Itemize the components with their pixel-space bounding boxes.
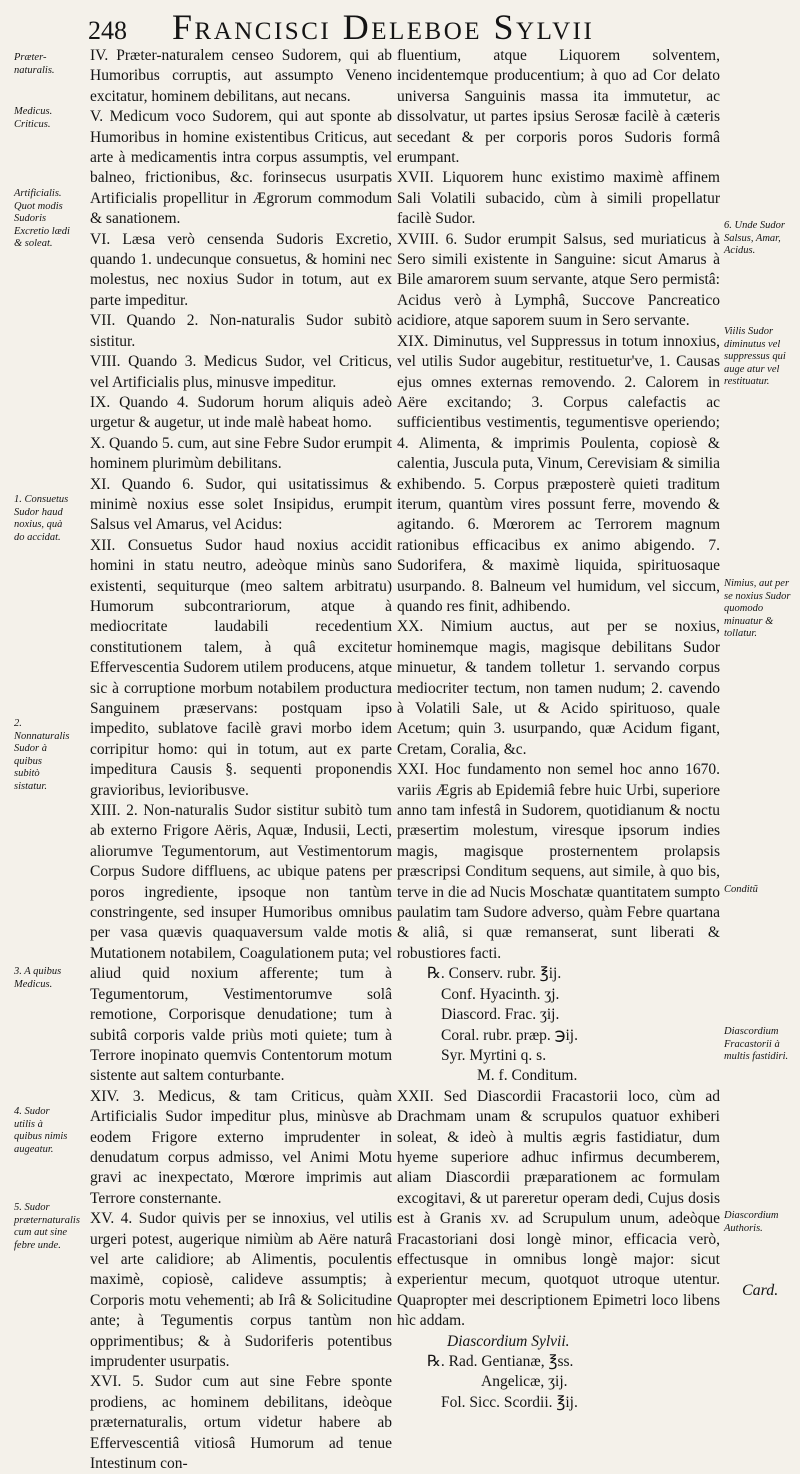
text-column-left [90,46,392,1473]
margin-note-left: 2. Nonnaturalis Sudor à quibus subitò sistatur. [14,718,70,792]
paragraph: XVI. 5. Sudor cum aut sine Febre sponte prodiens, ac hominem debilitans, ideòque præternaturalis, ortum videtur habere ab Effervescentiâ vitiosâ Humorum ad tenue Intestinum con- [90,1373,392,1473]
catchword: Card. [742,1282,779,1299]
paragraph: XVII. Liquorem hunc existimo maximè affinem Sali Volatili subacido, cùm à simili propellatur facilè Sudor. [397,169,720,228]
margin-note-left: Præter-naturalis. [14,52,55,76]
paragraph: XX. Nimium auctus, aut per se noxius, hominemque magis, magisque debilitans Sudor minuetur, & tandem tolletur 1. servando corpus mediocriter tectum, non tamen nudum; 2. cavendo à Volatili Sale, ut & Acido spirituoso, quale Acetum; quin 3. usurpando, quæ Acidum figant, Cretam, Coralia, &c. [397,618,720,758]
page-number: 248 [88,16,127,45]
paragraph: XIV. 3. Medicus, & tam Criticus, quàm Artificialis Sudor impeditur plus, minùsve ab eodem Frigore externo imprudenter in denudatum corpus admisso, vel Animi Motu gravi ac inexpectato, Mœrore imprimis aut Terrore consternante. [90,1087,392,1207]
margin-note-left: Medicus. Criticus. [14,106,53,130]
margin-note-right: Viilis Sudor diminutus vel suppressus qui auge atur vel restituatur. [724,326,786,387]
margin-note-right: Diascordium Fracastorii à multis fastidiri. [724,1026,789,1062]
margin-note-left: Artificialis. Quot modis Sudoris Excretio lædi & soleat. [14,188,70,249]
recipe-line: ℞. Conserv. rubr. ℥ij. [427,965,562,983]
margin-note-left: 5. Sudor præternaturalis cum aut sine febre unde. [14,1202,80,1251]
margin-note-left: 1. Consuetus Sudor haud noxius, quà do accidat. [14,494,69,543]
margin-note-left: 4. Sudor utilis à quibus nimis augeatur. [14,1106,68,1155]
recipe-title: Diascordium Sylvii. [447,1332,570,1350]
margin-note-right: Conditũ [724,884,758,895]
recipe-line: Angelicæ, ʒij. [481,1373,568,1391]
paragraph: XIII. 2. Non-naturalis Sudor sistitur subitò tum ab externo Frigore Aëris, Aquæ, Indusii, Lecti, aliorumve Tegumentorum, aut Vestimentorum Corpus Sudore diffluens, ac ubique patens per poros ingrediente, ipsoque non tantùm constringente, sed insuper Humoribus omnibus per vasa quævis quaquaversum valde motis Mutationem notabilem, Coagulationem puta; vel aliud quid noxium afferente; tum à Tegumentorum, Vestimentorumve solâ remotione, Corporisque denudatione; tum à subitâ corporis valde priùs moti quiete; tum à Terrore inopinato quemvis Contentorum motum sistente aut saltem conturbante. [90,802,392,1085]
paragraph: fluentium, atque Liquorem solventem, incidentemque producentium; à quo ad Cor delato universa Sanguinis massa ita immutetur, ac dissolvatur, ut partes ipsius Serosæ facilè à cæteris secedant & per corporis poros Sudoris formâ erumpant. [397,47,720,167]
margin-note-right: 6. Unde Sudor Salsus, Amar, Acidus. [724,220,785,256]
paragraph: XXI. Hoc fundamento non semel hoc anno 1670. variis Ægris ab Epidemiâ febre huic Urbi, superiore anno tam infestâ in Sudorem, quotidianum & noctu præsertim molestum, viresque ipsorum indies magis, magisque prosternentem prolapsis præscripsi Conditum sequens, aut simile, à quo bis, terve in die ad Nucis Moschatæ quantitatem sumpto paulatim tam Sudore adverso, quàm Febre quartana & aliâ, si quæ remanserat, sunt liberati & robustiores facti. [397,761,720,962]
paragraph: XV. 4. Sudor quivis per se innoxius, vel utilis urgeri potest, augerique nimiùm ab Aëre naturâ vel arte calidiore; ab Alimentis, poculentis maximè, copiosè, calideve assumptis; à Corporis motu vehementi; ab Irâ & Solicitudine ante; à Tegumentis corpus tantùm non opprimentibus; & à Sudoriferis potentibus imprudenter usurpatis. [90,1210,392,1370]
paragraph: VIII. Quando 3. Medicus Sudor, vel Criticus, vel Artificialis plus, minusve impeditur. [90,353,392,391]
recipe-line: M. f. Conditum. [477,1067,578,1085]
margin-note-right: Nimius, aut per se noxius Sudor quomodo minuatur & tollatur. [724,578,791,639]
page-header [0,4,800,47]
recipe-line: Syr. Myrtini q. s. [441,1046,547,1064]
paragraph: XXII. Sed Diascordii Fracastorii loco, cùm ad Drachmam unam & scrupulos quatuor exhiberi soleat, & ideò à multis ægris fastidiatur, dum hyeme superiore adhuc infirmus decumberem, aliam Diascordii præparationem ac formulam excogitavi, & ut pareretur operam dedi, Cujus dosis est à Granis xv. ad Scrupulum unum, adeòque Fracastoriani dosi longè minor, efficacia verò, effectusque in omnibus longè major: sicut experientur mecum, quotquot utroque utentur. Quapropter mei descriptionem Epimetri loco libens hìc addam. [397,1087,720,1330]
recipe-line: ℞. Rad. Gentianæ, ℥ss. [427,1353,574,1370]
paragraph: XII. Consuetus Sudor haud noxius accidit homini in statu neutro, adeòque minùs sano existenti, sequiturque (meo saltem arbitratu) Humorum subcontrariorum, atque à mediocritate laudabili recedentium constitutionem talem, à quâ excitetur Effervescentia Sudorem utilem producens, atque sic à corruptione morbum notabilem productura Sanguinem præservans: postquam ipso impedito, sublatove facilè gravi morbo idem corripitur homo: qui in totum, aut ex parte impeditura Causis §. sequenti proponendis gravioribus, levioribusve. [90,536,392,799]
paragraph: XIX. Diminutus, vel Suppressus in totum innoxius, vel utilis Sudor augebitur, restituetur've, 1. Causas ejus omnes externas removendo. 2. Calorem in Aëre excitando; 3. Corpus calefactis ac sufficientibus vestimentis, tegumentisve operiendo; 4. Alimenta, & imprimis Poulenta, copiosè & calentia, Juscula puta, Vinum, Cerevisiam & similia exhibendo. 5. Corpus præposterè quieti traditum iterum, quantùm vires possunt ferre, movendo & agitando. 6. Mœrorem ac Terrorem magnum rationibus efficacibus ex animo abigendo. 7. Sudorifera, & maximè liquida, spirituosaque usurpando. 8. Balneum vel humidum, vel siccum, quando res finit, adhibendo. [397,332,720,615]
recipe-line: Diascord. Frac. ʒij. [441,1006,560,1024]
paragraph: VI. Læsa verò censenda Sudoris Excretio, quando 1. undecunque consuetus, & homini nec molestus, nec noxius Sudor in totum, aut ex parte impeditur. [90,230,392,309]
recipe-line: Conf. Hyacinth. ʒj. [441,985,560,1003]
margin-note-left: 3. A quibus Medicus. [14,966,62,990]
text-column-right [397,46,720,1411]
recipe-line: Coral. rubr. præp. ℈ij. [441,1026,578,1044]
paragraph: IV. Præter-naturalem censeo Sudorem, qui ab Humoribus corruptis, aut assumpto Veneno excitatur, hominem debilitans, aut necans. [90,47,392,105]
recipe-line: Fol. Sicc. Scordii. ℥ij. [441,1393,578,1411]
paragraph: VII. Quando 2. Non-naturalis Sudor subitò sistitur. [90,312,392,350]
paragraph: X. Quando 5. cum, aut sine Febre Sudor erumpit hominem plurimùm debilitans. [90,434,392,473]
paragraph: IX. Quando 4. Sudorum horum aliquis adeò urgetur & augetur, ut inde malè habeat homo. [90,393,392,432]
paragraph: XI. Quando 6. Sudor, qui usitatissimus & minimè noxius esse solet Insipidus, erumpit Salsus vel Amarus, vel Acidus: [90,475,392,534]
running-title: Francisci Deleboe Sylvii [172,7,595,47]
paragraph: V. Medicum voco Sudorem, qui aut sponte ab Humoribus in homine existentibus Criticus, aut arte à medicamentis intra corpus assumptis, vel balneo, frictionibus, &c. forinsecus usurpatis Artificialis propellitur in Ægrorum commodum & sanationem. [90,108,392,228]
margin-note-right: Diascordium Authoris. [724,1210,779,1234]
paragraph: XVIII. 6. Sudor erumpit Salsus, sed muriaticus à Sero simili existente in Sanguine: sicut Amarus à Bile amarorem suum servante, atque Sero permistâ: Acidus verò à Lymphâ, Succove Pancreatico acidiore, atque saporem suum in Sero servante. [397,230,720,330]
